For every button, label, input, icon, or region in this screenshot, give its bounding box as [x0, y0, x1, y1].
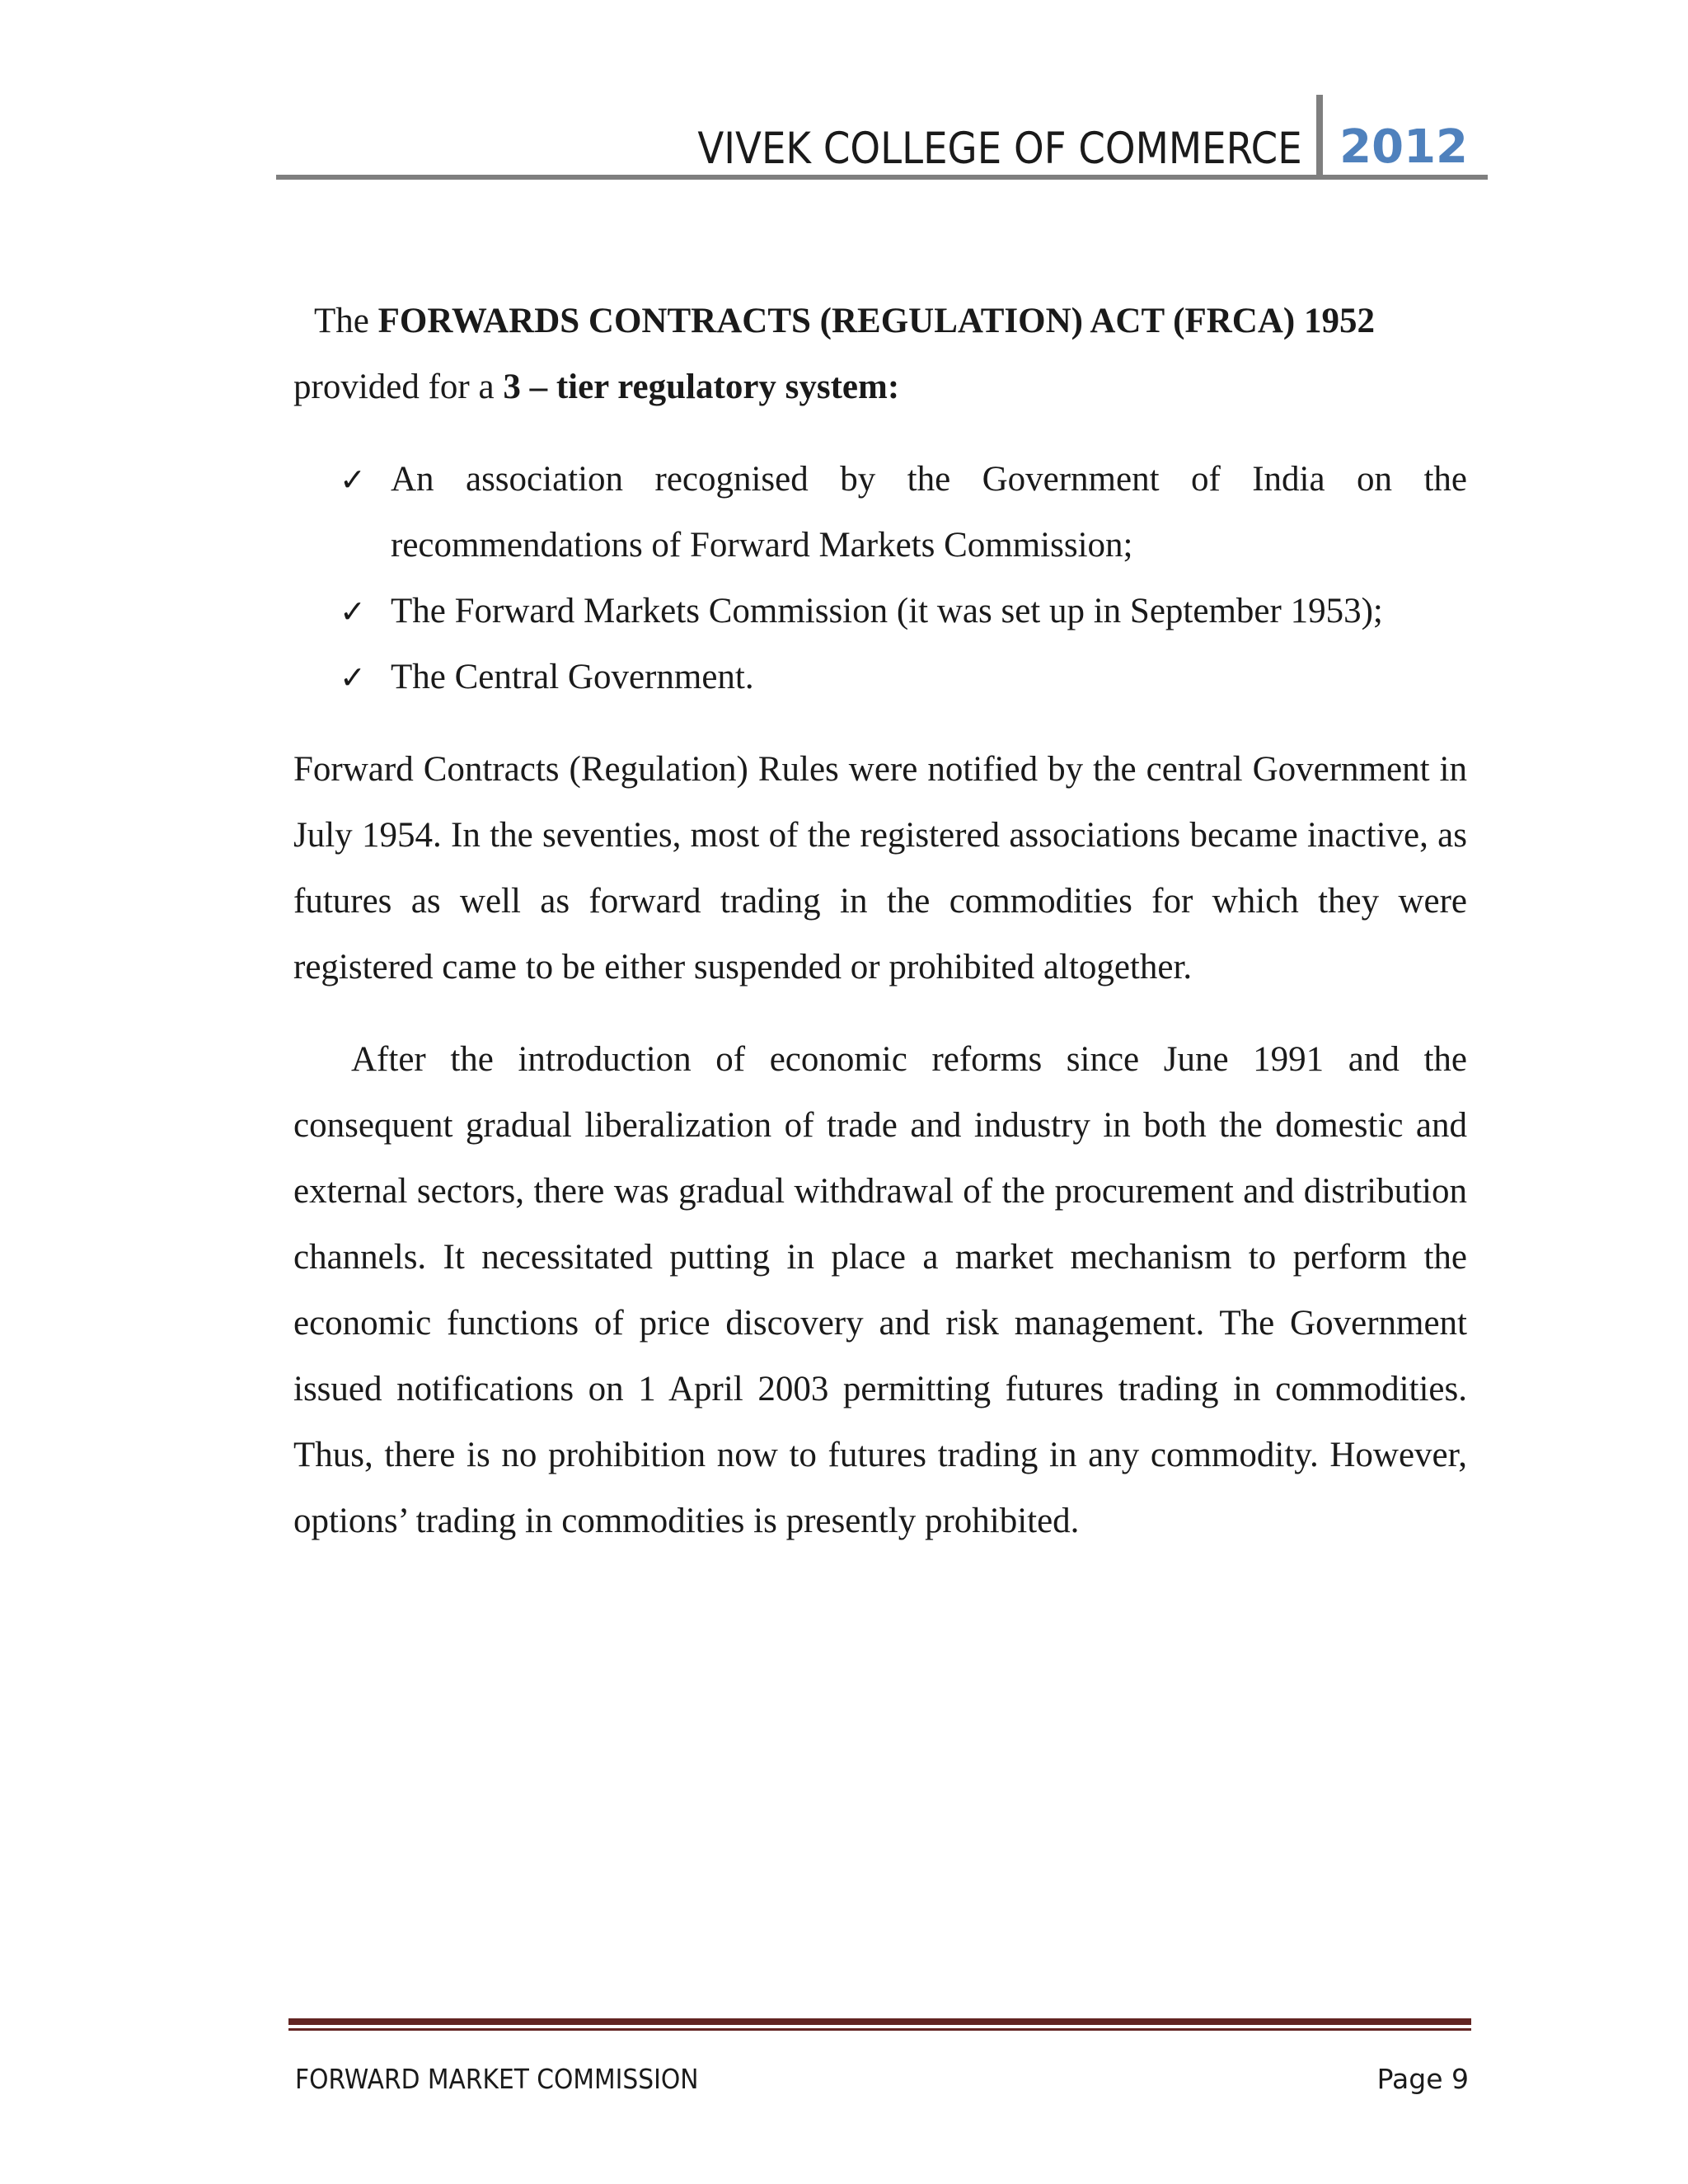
intro-lead: The: [314, 302, 378, 340]
tier-list: [293, 447, 1467, 710]
header-rule: [276, 175, 1488, 180]
footer-rule-thick: [288, 2018, 1471, 2025]
intro-line-1: [314, 302, 1375, 340]
reforms-paragraph: After the introduction of economic reforms since June 1991 and the consequent gradual liberalization of trade and industry in both the domestic and external sectors, there was gradual withdrawal of the procurement and distribution channels. It necessitated putting in place a market mechanism to perform the economic functions of price discovery and risk management. The Government issued notifications on 1 April 2003 permitting futures trading in commodities. Thus, there is no prohibition now to futures trading in any commodity. However, options’ trading in commodities is presently prohibited.: [293, 1040, 1467, 1540]
header-separator: [1316, 95, 1323, 177]
tier-text: The Central Government.: [391, 658, 754, 696]
tier-text: An association recognised by the Government of India on the recommendations of Forward Markets Commission;: [391, 460, 1467, 565]
footer-title: FORWARD MARKET COMMISSION: [295, 2063, 699, 2095]
list-item: [340, 644, 1467, 710]
page-number: Page 9: [1376, 2063, 1469, 2095]
page-content: [293, 288, 1467, 1554]
act-name: FORWARDS CONTRACTS (REGULATION) ACT (FRCA) 1952: [377, 302, 1375, 340]
check-icon: ✓: [340, 659, 366, 696]
intro-paragraph: [293, 288, 1467, 420]
intro-middle: provided for a: [293, 368, 504, 406]
check-icon: ✓: [340, 593, 366, 630]
list-item: [340, 447, 1467, 579]
check-icon: ✓: [340, 462, 366, 498]
list-item: [340, 579, 1467, 644]
rules-paragraph: Forward Contracts (Regulation) Rules were notified by the central Government in July 1954. In the seventies, most of the registered associations became inactive, as futures as well as forward trading in the commodities for which they were registered came to be either suspended or prohibited altogether.: [293, 750, 1467, 987]
page-header: [276, 95, 1488, 177]
header-inner: [613, 95, 1488, 177]
footer-rule-thin: [288, 2028, 1471, 2031]
header-title: VIVEK COLLEGE OF COMMERCE: [697, 124, 1302, 174]
header-year: 2012: [1339, 120, 1468, 174]
tier-text: The Forward Markets Commission (it was set up in September 1953);: [391, 592, 1383, 630]
tier-system-label: 3 – tier regulatory system:: [503, 368, 900, 406]
